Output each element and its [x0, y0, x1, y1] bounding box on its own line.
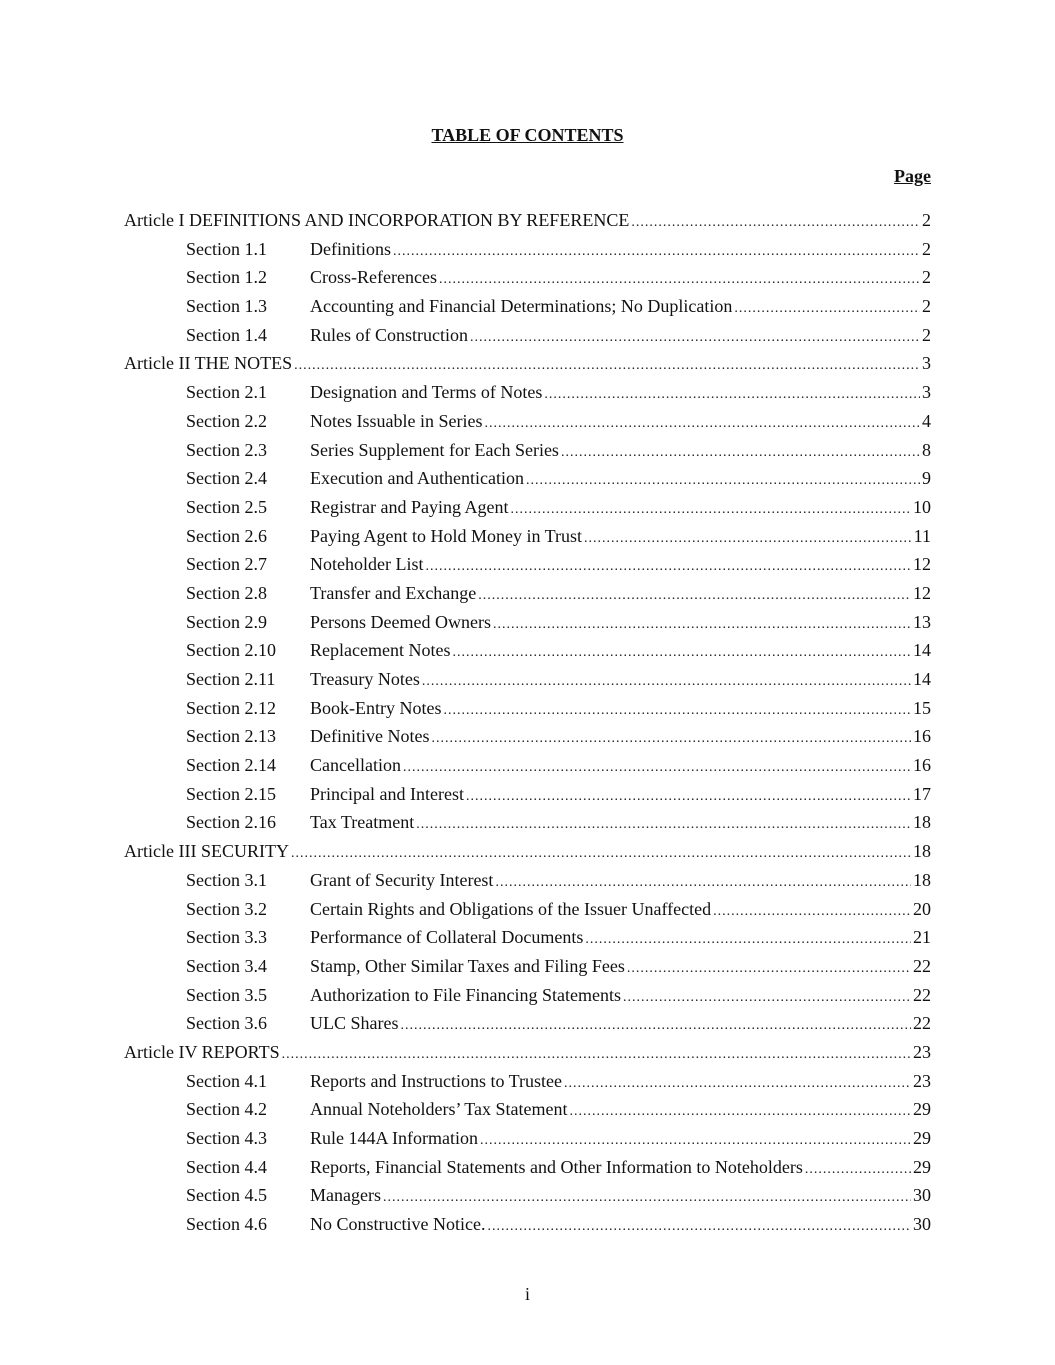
toc-section-row[interactable] — [124, 753, 931, 782]
dot-leader — [805, 1158, 911, 1182]
section-title: Certain Rights and Obligations of the Issuer Unaffected — [310, 898, 712, 919]
dot-leader — [282, 1043, 911, 1067]
toc-section-row[interactable] — [124, 696, 931, 725]
toc-section-row[interactable] — [124, 724, 931, 753]
section-title: Noteholder List — [310, 554, 424, 575]
section-title: Tax Treatment — [310, 812, 415, 833]
dot-leader — [401, 1014, 912, 1038]
section-title: Authorization to File Financing Statements — [310, 984, 621, 1005]
section-title: Grant of Security Interest — [310, 869, 494, 890]
page-ref: 23 — [913, 1041, 931, 1062]
dot-leader — [495, 871, 911, 895]
page-ref: 2 — [922, 210, 931, 230]
section-number: Section 2.13 — [186, 726, 276, 747]
section-title: Cancellation — [310, 755, 401, 776]
toc-section-row[interactable] — [124, 1097, 931, 1126]
toc-section-row[interactable] — [124, 925, 931, 954]
page-ref: 13 — [913, 611, 931, 632]
toc-section-row[interactable] — [124, 581, 931, 610]
toc-section-row[interactable] — [124, 380, 931, 409]
page-ref: 12 — [913, 554, 931, 575]
section-number: Section 2.8 — [186, 582, 267, 603]
section-title: Registrar and Paying Agent — [310, 496, 509, 517]
section-title: Definitive Notes — [310, 726, 430, 747]
dot-leader — [510, 498, 911, 522]
section-number: Section 2.2 — [186, 410, 267, 431]
toc-section-row[interactable] — [124, 897, 931, 926]
dot-leader — [584, 527, 912, 551]
dot-leader — [443, 699, 911, 723]
page-ref: 22 — [913, 984, 931, 1005]
toc-article-row[interactable] — [124, 351, 931, 380]
section-title: Rule 144A Information — [310, 1128, 478, 1148]
section-number: Section 4.6 — [186, 1214, 267, 1235]
dot-leader — [564, 1072, 911, 1096]
dot-leader — [431, 727, 911, 751]
section-number: Section 3.5 — [186, 984, 267, 1005]
section-title: Book-Entry Notes — [310, 697, 442, 718]
toc-article-row[interactable] — [124, 208, 931, 237]
section-title: Rules of Construction — [310, 324, 468, 345]
dot-leader — [734, 297, 920, 321]
dot-leader — [570, 1100, 911, 1124]
section-number: Section 4.1 — [186, 1070, 267, 1091]
section-number: Section 2.10 — [186, 640, 276, 661]
page-ref: 20 — [913, 898, 931, 919]
page-ref: 10 — [913, 496, 931, 517]
section-title: ULC Shares — [310, 1013, 399, 1034]
section-number: Section 2.1 — [186, 382, 267, 403]
page-ref: 11 — [913, 525, 931, 546]
section-number: Section 3.6 — [186, 1013, 267, 1034]
dot-leader — [623, 986, 911, 1010]
page-ref: 21 — [913, 927, 931, 948]
dot-leader — [478, 584, 911, 608]
toc-section-row[interactable] — [124, 810, 931, 839]
section-title: Designation and Terms of Notes — [310, 382, 543, 403]
page-column-header: Page — [894, 166, 931, 186]
dot-leader — [294, 354, 920, 378]
dot-leader — [422, 670, 911, 694]
section-title: Reports, Financial Statements and Other Information to Noteholders — [310, 1156, 803, 1177]
page-ref: 18 — [913, 869, 931, 890]
section-number: Section 1.4 — [186, 324, 267, 345]
dot-leader — [393, 240, 920, 264]
article-title: Article I DEFINITIONS AND INCORPORATION BY REFERENCE — [124, 210, 630, 230]
page-ref: 14 — [913, 640, 931, 661]
section-number: Section 2.15 — [186, 783, 276, 804]
section-number: Section 2.4 — [186, 468, 267, 489]
article-title: Article IV REPORTS — [124, 1041, 280, 1062]
toc-section-row[interactable] — [124, 1155, 931, 1184]
page-ref: 18 — [913, 812, 931, 833]
section-title: Performance of Collateral Documents — [310, 927, 584, 948]
dot-leader — [631, 211, 920, 235]
page-ref: 15 — [913, 697, 931, 718]
section-title: Annual Noteholders’ Tax Statement — [310, 1099, 568, 1120]
page-ref: 18 — [913, 841, 931, 862]
page-ref: 23 — [913, 1070, 931, 1091]
page-ref: 22 — [913, 1013, 931, 1034]
page-ref: 30 — [913, 1185, 931, 1206]
dot-leader — [383, 1186, 911, 1210]
page-ref: 3 — [922, 382, 931, 403]
dot-leader — [291, 842, 911, 866]
dot-leader — [452, 641, 911, 665]
section-number: Section 2.3 — [186, 439, 267, 460]
section-number: Section 2.11 — [186, 669, 276, 689]
dot-leader — [480, 1129, 911, 1153]
section-title: Execution and Authentication — [310, 468, 524, 489]
page-ref: 29 — [913, 1099, 931, 1120]
toc-section-row[interactable] — [124, 1069, 931, 1098]
dot-leader — [416, 813, 911, 837]
section-number: Section 2.6 — [186, 525, 267, 546]
toc-section-row[interactable] — [124, 438, 931, 467]
toc-section-row[interactable] — [124, 552, 931, 581]
dot-leader — [526, 469, 920, 493]
section-number: Section 2.12 — [186, 697, 276, 718]
toc-section-row[interactable] — [124, 1183, 931, 1212]
section-title: Transfer and Exchange — [310, 582, 477, 603]
toc-section-row[interactable] — [124, 237, 931, 266]
section-number: Section 4.4 — [186, 1156, 267, 1177]
page-ref: 17 — [913, 783, 931, 804]
dot-leader — [403, 756, 911, 780]
dot-leader — [493, 613, 911, 637]
page-ref: 3 — [922, 353, 931, 374]
toc-section-row[interactable] — [124, 524, 931, 553]
section-number: Section 1.3 — [186, 296, 267, 317]
page-ref: 12 — [913, 582, 931, 603]
section-title: Persons Deemed Owners — [310, 611, 491, 632]
toc-section-row[interactable] — [124, 323, 931, 352]
article-title: Article III SECURITY — [124, 841, 289, 862]
page-ref: 16 — [913, 726, 931, 747]
toc-section-row[interactable] — [124, 638, 931, 667]
section-number: Section 2.7 — [186, 554, 267, 575]
dot-leader — [487, 1215, 911, 1239]
toc-section-row[interactable] — [124, 1212, 931, 1241]
section-number: Section 1.1 — [186, 238, 267, 259]
section-number: Section 3.4 — [186, 955, 267, 976]
section-title: Series Supplement for Each Series — [310, 439, 559, 460]
dot-leader — [439, 268, 920, 292]
page-ref: 2 — [922, 267, 931, 288]
section-number: Section 2.5 — [186, 496, 267, 517]
section-title: Notes Issuable in Series — [310, 410, 483, 431]
toc-section-row[interactable] — [124, 983, 931, 1012]
dot-leader — [466, 785, 911, 809]
toc-section-row[interactable] — [124, 1011, 931, 1040]
toc-section-row[interactable] — [124, 1126, 931, 1155]
page-ref: 2 — [922, 296, 931, 317]
page-title: TABLE OF CONTENTS — [431, 125, 624, 145]
page-number-footer: i — [524, 1284, 530, 1304]
toc-section-row[interactable] — [124, 265, 931, 294]
section-title: Paying Agent to Hold Money in Trust — [310, 525, 583, 546]
toc-article-row[interactable] — [124, 839, 931, 868]
section-number: Section 4.2 — [186, 1099, 267, 1120]
toc-section-row[interactable] — [124, 868, 931, 897]
toc-section-row[interactable] — [124, 466, 931, 495]
page-ref: 4 — [922, 410, 931, 431]
section-title: Definitions — [310, 238, 391, 259]
section-number: Section 4.5 — [186, 1185, 267, 1206]
page-ref: 9 — [922, 468, 931, 489]
section-number: Section 2.16 — [186, 812, 276, 833]
section-number: Section 2.9 — [186, 611, 267, 632]
page-ref: 30 — [913, 1214, 931, 1235]
section-title: Replacement Notes — [310, 640, 451, 661]
toc-article-row[interactable] — [124, 1040, 931, 1069]
section-title: No Constructive Notice. — [310, 1214, 486, 1235]
dot-leader — [470, 326, 920, 350]
section-title: Managers — [310, 1185, 381, 1206]
dot-leader — [484, 412, 920, 436]
toc-section-row[interactable] — [124, 294, 931, 323]
section-title: Cross-References — [310, 267, 437, 288]
toc-section-row[interactable] — [124, 667, 931, 696]
toc-section-row[interactable] — [124, 495, 931, 524]
dot-leader — [544, 383, 920, 407]
section-title: Principal and Interest — [310, 783, 464, 804]
section-number: Section 3.3 — [186, 927, 267, 948]
section-title: Accounting and Financial Determinations; No Duplication — [310, 296, 733, 317]
page-ref: 8 — [922, 439, 931, 460]
page-ref: 16 — [913, 755, 931, 776]
section-number: Section 3.1 — [186, 869, 267, 890]
dot-leader — [585, 928, 911, 952]
page-ref: 2 — [922, 238, 931, 259]
section-number: Section 2.14 — [186, 755, 276, 776]
toc-section-row[interactable] — [124, 954, 931, 983]
dot-leader — [713, 900, 911, 924]
dot-leader — [561, 441, 920, 465]
article-title: Article II THE NOTES — [124, 353, 293, 374]
table-of-contents — [124, 208, 931, 1241]
page-ref: 29 — [913, 1128, 931, 1148]
page-ref: 29 — [913, 1156, 931, 1177]
dot-leader — [425, 555, 911, 579]
section-number: Section 1.2 — [186, 267, 267, 288]
toc-section-row[interactable] — [124, 610, 931, 639]
page-ref: 2 — [922, 324, 931, 345]
page-ref: 22 — [913, 955, 931, 976]
toc-section-row[interactable] — [124, 409, 931, 438]
page-ref: 14 — [913, 669, 931, 689]
section-title: Reports and Instructions to Trustee — [310, 1070, 562, 1091]
section-number: Section 4.3 — [186, 1128, 267, 1148]
dot-leader — [627, 957, 911, 981]
toc-section-row[interactable] — [124, 782, 931, 811]
section-number: Section 3.2 — [186, 898, 267, 919]
section-title: Stamp, Other Similar Taxes and Filing Fees — [310, 955, 625, 976]
section-title: Treasury Notes — [310, 669, 420, 689]
